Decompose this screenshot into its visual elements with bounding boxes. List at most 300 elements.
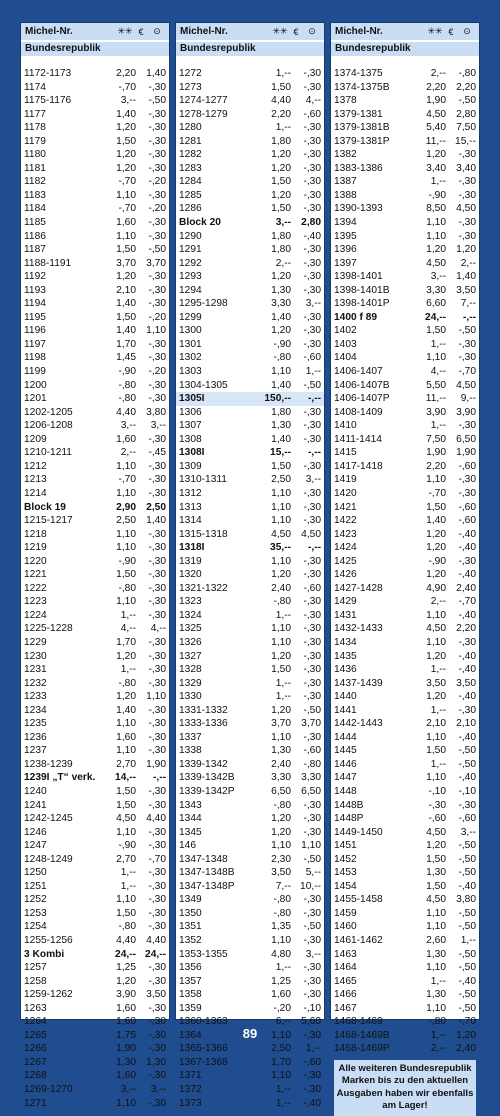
price-mint: 1,10 (116, 1097, 136, 1109)
table-row (176, 473, 324, 487)
table-row (331, 704, 479, 718)
price-mint: 3,-- (275, 217, 291, 229)
price-mint: 1,20 (116, 149, 136, 161)
table-row (21, 460, 169, 474)
price-mint: 1,60 (116, 217, 136, 229)
price-mint: 1,50 (116, 244, 136, 256)
price-mint: -,90 (428, 555, 446, 567)
table-row (176, 677, 324, 691)
table-row (331, 351, 479, 365)
catalog-number: 1304-1305 (179, 379, 228, 391)
catalog-number: 1327 (179, 650, 202, 662)
catalog-number: 1468-1469B (334, 1029, 390, 1041)
price-mint: 3,30 (271, 298, 291, 310)
table-row (331, 243, 479, 257)
catalog-number: 1408-1409 (334, 406, 383, 418)
catalog-number: 1394 (334, 217, 357, 229)
price-used: -,30 (458, 474, 476, 486)
price-mint: 1,30 (271, 284, 291, 296)
table-row (21, 243, 169, 257)
table-row (176, 230, 324, 244)
price-used: -,30 (148, 704, 166, 716)
table-row (331, 392, 479, 406)
catalog-number: Block 19 (24, 501, 66, 513)
table-row (176, 880, 324, 894)
price-mint: -,70 (118, 474, 136, 486)
price-mint: 1,-- (275, 962, 291, 974)
price-used: -,30 (303, 189, 321, 201)
price-used: -,30 (303, 935, 321, 946)
price-used: -,30 (148, 596, 166, 608)
price-used: -,30 (148, 1029, 166, 1041)
catalog-column-3 (330, 22, 480, 1112)
mint-stars-icon: ✳✳ (427, 26, 443, 36)
catalog-number: 1266 (24, 1043, 47, 1055)
catalog-number: 1427-1428 (334, 582, 383, 594)
catalog-number: 1225-1228 (24, 623, 73, 635)
catalog-number: 1353-1355 (179, 948, 228, 960)
price-mint: 3,30 (426, 284, 446, 296)
catalog-number: 1250 (24, 867, 47, 879)
catalog-number: 1426 (334, 569, 357, 581)
table-row (21, 162, 169, 176)
price-mint: 1,40 (116, 298, 136, 310)
table-row (331, 771, 479, 785)
price-used: -,30 (303, 596, 321, 608)
price-used: -,30 (303, 81, 321, 93)
price-used: -,20 (148, 311, 166, 323)
table-row (331, 744, 479, 758)
price-used: -,50 (458, 989, 476, 1001)
table-row (176, 799, 324, 813)
price-used: 2,20 (456, 81, 476, 93)
table-row (21, 717, 169, 731)
price-mint: 1,10 (426, 230, 446, 242)
table-row (21, 473, 169, 487)
price-mint: 1,-- (430, 420, 446, 432)
table-row (331, 690, 479, 704)
table-row (176, 595, 324, 609)
price-mint: 1,-- (430, 176, 446, 188)
price-used: -,30 (458, 149, 476, 161)
column-header-title: Michel-Nr. (335, 26, 383, 37)
catalog-number: 1197 (24, 338, 46, 350)
catalog-number: 1234 (24, 704, 47, 716)
price-used: 3,-- (460, 826, 476, 838)
price-mint: 4,50 (426, 108, 446, 120)
table-row (21, 785, 169, 799)
table-row (21, 948, 169, 962)
catalog-number: 1233 (24, 691, 47, 703)
price-used: 1,-- (305, 1043, 321, 1055)
price-mint: 3,50 (271, 867, 291, 879)
table-row (331, 121, 479, 135)
price-used: 3,70 (146, 257, 166, 269)
table-row (331, 541, 479, 555)
catalog-number: 1241 (24, 799, 47, 811)
price-mint: 1,60 (116, 1002, 136, 1014)
price-used: -,50 (148, 244, 166, 256)
catalog-number: 1400 f 89 (334, 311, 378, 323)
price-used: -,40 (458, 731, 476, 743)
price-used: 3,-- (305, 474, 321, 486)
price-used: -,50 (303, 921, 321, 933)
table-row (176, 961, 324, 975)
price-mint: 1,60 (116, 1070, 136, 1082)
price-mint: 2,40 (271, 758, 291, 770)
price-mint: 1,20 (116, 975, 136, 987)
price-mint: -,80 (118, 393, 136, 405)
table-row (331, 636, 479, 650)
table-row (21, 94, 169, 108)
price-used: -,20 (148, 366, 166, 378)
catalog-number: 1291 (179, 244, 202, 256)
price-mint: 1,50 (116, 799, 136, 811)
price-used: 1,30 (146, 1056, 166, 1068)
price-mint: 3,90 (426, 406, 446, 418)
catalog-number: 1445 (334, 745, 357, 757)
section-title: Bundesrepublik (176, 42, 324, 56)
catalog-number: 1343 (179, 799, 202, 811)
price-used: -,-- (462, 311, 476, 323)
price-mint: 1,10 (271, 515, 291, 527)
price-mint: 1,10 (271, 1029, 291, 1041)
table-row (21, 270, 169, 284)
table-row (176, 379, 324, 393)
price-mint: 1,-- (275, 1097, 291, 1109)
price-used: 7,-- (460, 298, 476, 310)
catalog-number: 1281 (179, 135, 202, 147)
price-used: 3,50 (456, 284, 476, 296)
price-mint: 1,50 (426, 853, 446, 865)
table-row (21, 582, 169, 596)
table-row (21, 351, 169, 365)
catalog-number: 1252 (24, 894, 47, 906)
table-row (21, 392, 169, 406)
price-mint: 1,10 (271, 487, 291, 499)
table-row (176, 1083, 324, 1097)
catalog-number: 1396 (334, 244, 357, 256)
catalog-number: 1193 (24, 284, 46, 296)
catalog-number: 1247 (24, 840, 47, 852)
catalog-number: 1238-1239 (24, 758, 73, 770)
price-used: 3,-- (305, 298, 321, 310)
table-row (331, 880, 479, 894)
price-used: -,30 (458, 189, 476, 201)
price-mint: 1,20 (271, 650, 291, 662)
table-row (21, 893, 169, 907)
catalog-number: 1239I „T“ verk. (24, 772, 96, 784)
price-used: 1,10 (301, 840, 321, 852)
price-used: 3,70 (301, 718, 321, 730)
price-mint: 1,70 (116, 338, 136, 350)
table-row (21, 541, 169, 555)
price-used: 15,-- (455, 135, 476, 147)
price-used: -,50 (458, 853, 476, 865)
price-mint: 1,-- (275, 677, 291, 689)
price-mint: 2,30 (271, 853, 291, 865)
catalog-number: 1185 (24, 217, 46, 229)
catalog-number: 1278-1279 (179, 108, 228, 120)
euro-icon: € (448, 26, 454, 37)
price-used: -,40 (303, 1097, 321, 1109)
column-header (176, 23, 324, 40)
price-used: 4,50 (456, 203, 476, 215)
price-used: -,40 (458, 691, 476, 703)
catalog-number: 1237 (24, 745, 47, 757)
price-mint: 1,50 (426, 325, 446, 337)
price-used: -,30 (148, 217, 166, 229)
price-mint: 6,-- (275, 1016, 291, 1028)
price-mint: 1,-- (430, 704, 446, 716)
price-mint: 2,60 (426, 935, 446, 946)
catalog-number: 1284 (179, 176, 202, 188)
price-used: -,30 (303, 894, 321, 906)
price-mint: 1,90 (426, 447, 446, 459)
price-mint: 1,50 (116, 569, 136, 581)
price-mint: 1,35 (271, 921, 291, 933)
price-mint: 7,50 (426, 433, 446, 445)
price-mint: 1,10 (426, 962, 446, 974)
table-row (331, 907, 479, 921)
price-used: -,30 (148, 718, 166, 730)
table-row (21, 961, 169, 975)
price-used: -,30 (148, 108, 166, 120)
table-row (331, 501, 479, 515)
catalog-number: 1308 (179, 433, 202, 445)
price-mint: 1,10 (116, 528, 136, 540)
price-mint: 4,50 (426, 623, 446, 635)
table-row (21, 175, 169, 189)
table-row (331, 866, 479, 880)
price-mint: -,90 (118, 555, 136, 567)
catalog-number: 1372 (179, 1084, 202, 1096)
price-mint: 1,40 (116, 325, 136, 337)
table-row (176, 568, 324, 582)
table-row (331, 1042, 479, 1056)
price-used: -,70 (458, 596, 476, 608)
price-used: -,60 (458, 501, 476, 513)
price-mint: 1,50 (116, 311, 136, 323)
price-mint: 1,-- (430, 975, 446, 987)
price-used: 2,50 (146, 501, 166, 513)
catalog-number: 1402 (334, 325, 357, 337)
table-row (176, 94, 324, 108)
table-row (176, 81, 324, 95)
catalog-number: 1365-1366 (179, 1043, 228, 1055)
catalog-number: 1339-1342B (179, 772, 235, 784)
price-mint: 3,-- (120, 420, 136, 432)
price-mint: 15,-- (270, 447, 291, 459)
price-used: 1,10 (146, 691, 166, 703)
catalog-number: 1301 (179, 338, 202, 350)
price-used: -,30 (303, 487, 321, 499)
catalog-number: 1295-1298 (179, 298, 228, 310)
table-row (21, 758, 169, 772)
catalog-number: 1242-1245 (24, 813, 73, 825)
catalog-number: 1286 (179, 203, 202, 215)
price-used: -,30 (148, 1016, 166, 1028)
catalog-number: 1323 (179, 596, 202, 608)
catalog-number: 1383-1386 (334, 162, 383, 174)
table-row (176, 622, 324, 636)
price-mint: 1,10 (426, 636, 446, 648)
price-used: 3,90 (456, 406, 476, 418)
catalog-number: 1210-1211 (24, 447, 72, 459)
price-used: 1,20 (456, 1029, 476, 1041)
catalog-number: 1293 (179, 271, 202, 283)
price-mint: 1,10 (426, 921, 446, 933)
price-mint: 1,50 (116, 907, 136, 919)
price-used: -,30 (303, 731, 321, 743)
catalog-number: 1379-1381P (334, 135, 390, 147)
price-used: -,30 (303, 271, 321, 283)
catalog-number: 1419 (334, 474, 357, 486)
price-used: -,20 (148, 176, 166, 188)
price-used: -,30 (148, 298, 166, 310)
price-used: -,30 (148, 745, 166, 757)
catalog-number: 1359 (179, 1002, 202, 1014)
price-mint: 1,30 (116, 1056, 136, 1068)
price-mint: 1,10 (426, 609, 446, 621)
catalog-number: 1333-1336 (179, 718, 228, 730)
table-row (21, 487, 169, 501)
price-mint: 1,10 (116, 230, 136, 242)
table-row (176, 257, 324, 271)
table-row (176, 297, 324, 311)
catalog-number: 1240 (24, 785, 47, 797)
price-mint: 1,10 (271, 501, 291, 513)
table-row (331, 419, 479, 433)
table-row (21, 446, 169, 460)
table-row (331, 189, 479, 203)
table-row (176, 514, 324, 528)
price-mint: 2,50 (116, 515, 136, 527)
price-mint: 5,50 (426, 379, 446, 391)
price-used: 1,40 (146, 515, 166, 527)
price-used: -,30 (148, 81, 166, 93)
price-mint: 1,20 (426, 569, 446, 581)
price-used: 10,-- (300, 880, 321, 892)
catalog-number: 1222 (24, 582, 47, 594)
table-row (176, 433, 324, 447)
price-used: -,30 (303, 636, 321, 648)
catalog-number: 1326 (179, 636, 202, 648)
catalog-number: 1339-1342 (179, 758, 228, 770)
table-row (331, 920, 479, 934)
price-used: -,30 (303, 1084, 321, 1096)
price-used: -,80 (458, 68, 476, 79)
table-row (331, 1002, 479, 1016)
price-mint: 4,80 (271, 948, 291, 960)
price-mint: 1,30 (271, 745, 291, 757)
price-mint: 1,20 (426, 528, 446, 540)
catalog-number: 1196 (24, 325, 46, 337)
price-mint: 1,45 (116, 352, 136, 364)
table-row (331, 446, 479, 460)
mint-stars-icon: ✳✳ (272, 26, 288, 36)
price-mint: 1,20 (116, 691, 136, 703)
price-used: -,30 (148, 555, 166, 567)
price-mint: 1,50 (426, 745, 446, 757)
table-row (21, 379, 169, 393)
price-used: -,30 (148, 1097, 166, 1109)
price-used: -,30 (148, 1002, 166, 1014)
catalog-number: 1213 (24, 474, 47, 486)
table-row (176, 812, 324, 826)
table-row (331, 812, 479, 826)
table-row (331, 988, 479, 1002)
price-used: 1,40 (456, 271, 476, 283)
table-row (331, 514, 479, 528)
price-used: -,30 (458, 217, 476, 229)
price-used: -,30 (303, 420, 321, 432)
price-used: 3,30 (301, 772, 321, 784)
table-row (331, 555, 479, 569)
catalog-number: 1406-1407 (334, 366, 383, 378)
price-mint: -,90 (118, 840, 136, 852)
table-row (176, 609, 324, 623)
catalog-number: 1294 (179, 284, 202, 296)
price-used: -,30 (458, 352, 476, 364)
price-mint: 24,-- (425, 311, 446, 323)
price-used: -,30 (148, 799, 166, 811)
table-row (21, 284, 169, 298)
table-row (176, 406, 324, 420)
price-used: 3,50 (456, 677, 476, 689)
price-mint: 1,20 (271, 162, 291, 174)
table-row (21, 311, 169, 325)
table-row (176, 948, 324, 962)
price-mint: 1,10 (426, 772, 446, 784)
table-row (331, 257, 479, 271)
table-row (21, 324, 169, 338)
table-row (176, 216, 324, 230)
table-row (21, 406, 169, 420)
price-used: -,40 (458, 569, 476, 581)
table-row (21, 81, 169, 95)
catalog-number: 1461-1462 (334, 935, 383, 946)
catalog-number: 1352 (179, 935, 202, 946)
catalog-number: 1436 (334, 664, 357, 676)
table-row (331, 311, 479, 325)
catalog-number: 1305I (179, 393, 205, 405)
table-row (331, 961, 479, 975)
catalog-number: 1253 (24, 907, 47, 919)
catalog-number: 1267 (24, 1056, 47, 1068)
catalog-number: 1257 (24, 962, 47, 974)
price-mint: 1,10 (271, 840, 291, 852)
price-used: -,50 (303, 853, 321, 865)
catalog-number: 1236 (24, 731, 47, 743)
table-row (176, 1056, 324, 1070)
price-mint: 1,50 (271, 203, 291, 215)
price-mint: 1,20 (271, 189, 291, 201)
price-mint: 4,90 (426, 582, 446, 594)
price-used: -,60 (303, 352, 321, 364)
price-used: -,30 (148, 149, 166, 161)
price-used: -,30 (148, 962, 166, 974)
table-row (21, 595, 169, 609)
catalog-number: 1214 (24, 487, 47, 499)
table-row (176, 392, 324, 406)
catalog-number: 1174 (24, 81, 46, 93)
price-used: -,80 (303, 758, 321, 770)
price-used: -,30 (148, 230, 166, 242)
catalog-number: 1224 (24, 609, 47, 621)
table-row (21, 1069, 169, 1083)
price-used: 4,40 (146, 813, 166, 825)
